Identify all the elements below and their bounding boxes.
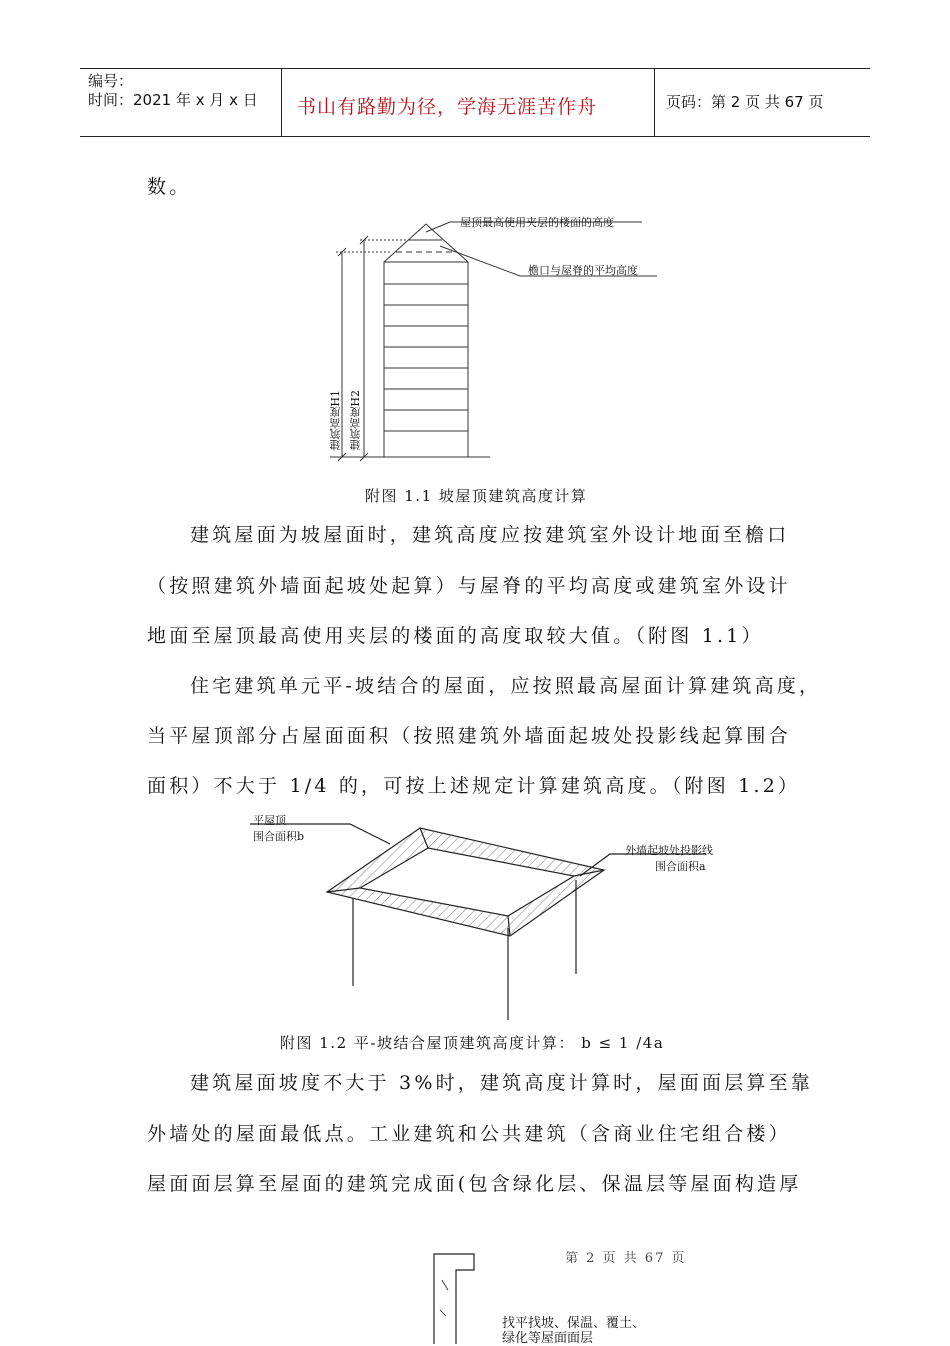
paragraph-1-line-2: （按照建筑外墙面起坡处起算）与屋脊的平均高度或建筑室外设计 [147, 575, 791, 597]
header-page-info: 页码：第 2 页 共 67 页 [666, 93, 824, 111]
header-motto: 书山有路勤为径，学海无涯苦作舟 [297, 96, 598, 118]
paragraph-fragment: 数。 [147, 176, 192, 198]
paragraph-3-line-1: 建筑屋面坡度不大于 3%时，建筑高度计算时，屋面面层算至靠 [190, 1072, 813, 1094]
paragraph-1-line-1: 建筑屋面为坡屋面时，建筑高度应按建筑室外设计地面至檐口 [190, 524, 790, 546]
header-divider-right [654, 68, 655, 136]
header-top-rule [80, 68, 870, 69]
paragraph-2-line-3: 面积）不大于 1/4 的，可按上述规定计算建筑高度。（附图 1.2） [147, 775, 801, 797]
fig1-label-h2: 建筑高度H2 [349, 390, 362, 451]
fig2-label-area-a: 围合面积a [655, 860, 706, 873]
fig2-label-flat: 平屋顶 [253, 814, 286, 827]
header-number-label: 编号： [88, 72, 134, 90]
paragraph-3-line-3: 屋面面层算至屋面的建筑完成面(包含绿化层、保温层等屋面构造厚 [147, 1173, 802, 1195]
fig2-label-proj: 外墙起坡处投影线 [625, 844, 713, 857]
header-time-label: 时间：2021 年 x 月 x 日 [88, 91, 258, 109]
paragraph-3-line-2: 外墙处的屋面最低点。工业建筑和公共建筑（含商业住宅组合楼） [147, 1123, 791, 1145]
fig1-label-top: 屋顶最高使用夹层的楼面的高度 [460, 216, 614, 229]
header-bottom-rule [80, 136, 870, 137]
figure-1-1-caption: 附图 1.1 坡屋顶建筑高度计算 [365, 487, 588, 505]
paragraph-2-line-1: 住宅建筑单元平-坡结合的屋面，应按照最高屋面计算建筑高度， [190, 675, 822, 697]
figure-roof-section-diagram [428, 1250, 488, 1344]
fig1-label-h1: 建筑高度H1 [329, 390, 342, 451]
page-footer: 第 2 页 共 67 页 [565, 1251, 687, 1266]
figure-1-1-diagram [320, 212, 680, 467]
paragraph-2-line-2: 当平屋顶部分占屋面面积（按照建筑外墙面起坡处投影线起算围合 [147, 725, 791, 747]
fig3-label-line-2: 绿化等屋面面层 [502, 1331, 594, 1346]
fig3-label-line-1: 找平找坡、保温、覆土、 [502, 1316, 646, 1331]
header-divider-left [281, 68, 282, 136]
fig2-label-area-b: 围合面积b [253, 830, 305, 843]
fig1-label-eave: 檐口与屋脊的平均高度 [528, 264, 638, 277]
figure-1-2-diagram [240, 808, 720, 1023]
paragraph-1-line-3: 地面至屋顶最高使用夹层的楼面的高度取较大值。（附图 1.1） [147, 625, 764, 647]
figure-1-2-caption: 附图 1.2 平-坡结合屋顶建筑高度计算： b ≤ 1 /4a [280, 1034, 665, 1052]
